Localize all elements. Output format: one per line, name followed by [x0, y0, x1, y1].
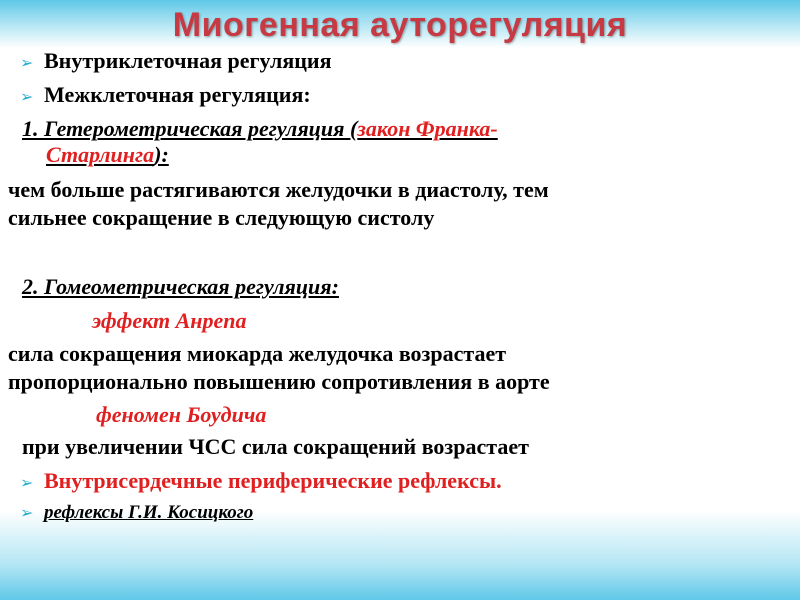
bullet-kositsky-reflexes: ➢ рефлексы Г.И. Косицкого: [20, 500, 253, 526]
bowditch-description: при увеличении ЧСС сила сокращений возрастает: [22, 434, 529, 459]
arrow-bullet-icon: ➢: [20, 473, 34, 492]
bowditch-phenomenon: феномен Боудича: [96, 402, 267, 427]
anrep-effect: эффект Анрепа: [92, 308, 247, 333]
heterometric-heading-cont: Старлинга):: [46, 142, 169, 167]
bullet-intercellular: ➢ Межклеточная регуляция:: [20, 82, 311, 110]
slide-title: Миогенная ауторегуляция: [172, 6, 628, 44]
homeometric-heading: 2. Гомеометрическая регуляция:: [22, 274, 339, 299]
frank-starling-law: закон Франка-: [357, 116, 498, 141]
bullet-intracardiac-reflexes: ➢ Внутрисердечные периферические рефлексы.: [20, 468, 502, 496]
arrow-bullet-icon: ➢: [20, 87, 34, 106]
heterometric-heading: 1. Гетерометрическая регуляция (закон Франка-: [22, 116, 498, 141]
arrow-bullet-icon: ➢: [20, 53, 34, 72]
bullet-intracellular: ➢ Внутриклеточная регуляция: [20, 48, 332, 76]
anrep-description: сила сокращения миокарда желудочка возрастает пропорционально повышению сопротивления в аорте: [8, 341, 550, 394]
arrow-bullet-icon: ➢: [20, 503, 34, 522]
heterometric-description: чем больше растягиваются желудочки в диастолу, тем сильнее сокращение в следующую систолу: [8, 177, 549, 230]
